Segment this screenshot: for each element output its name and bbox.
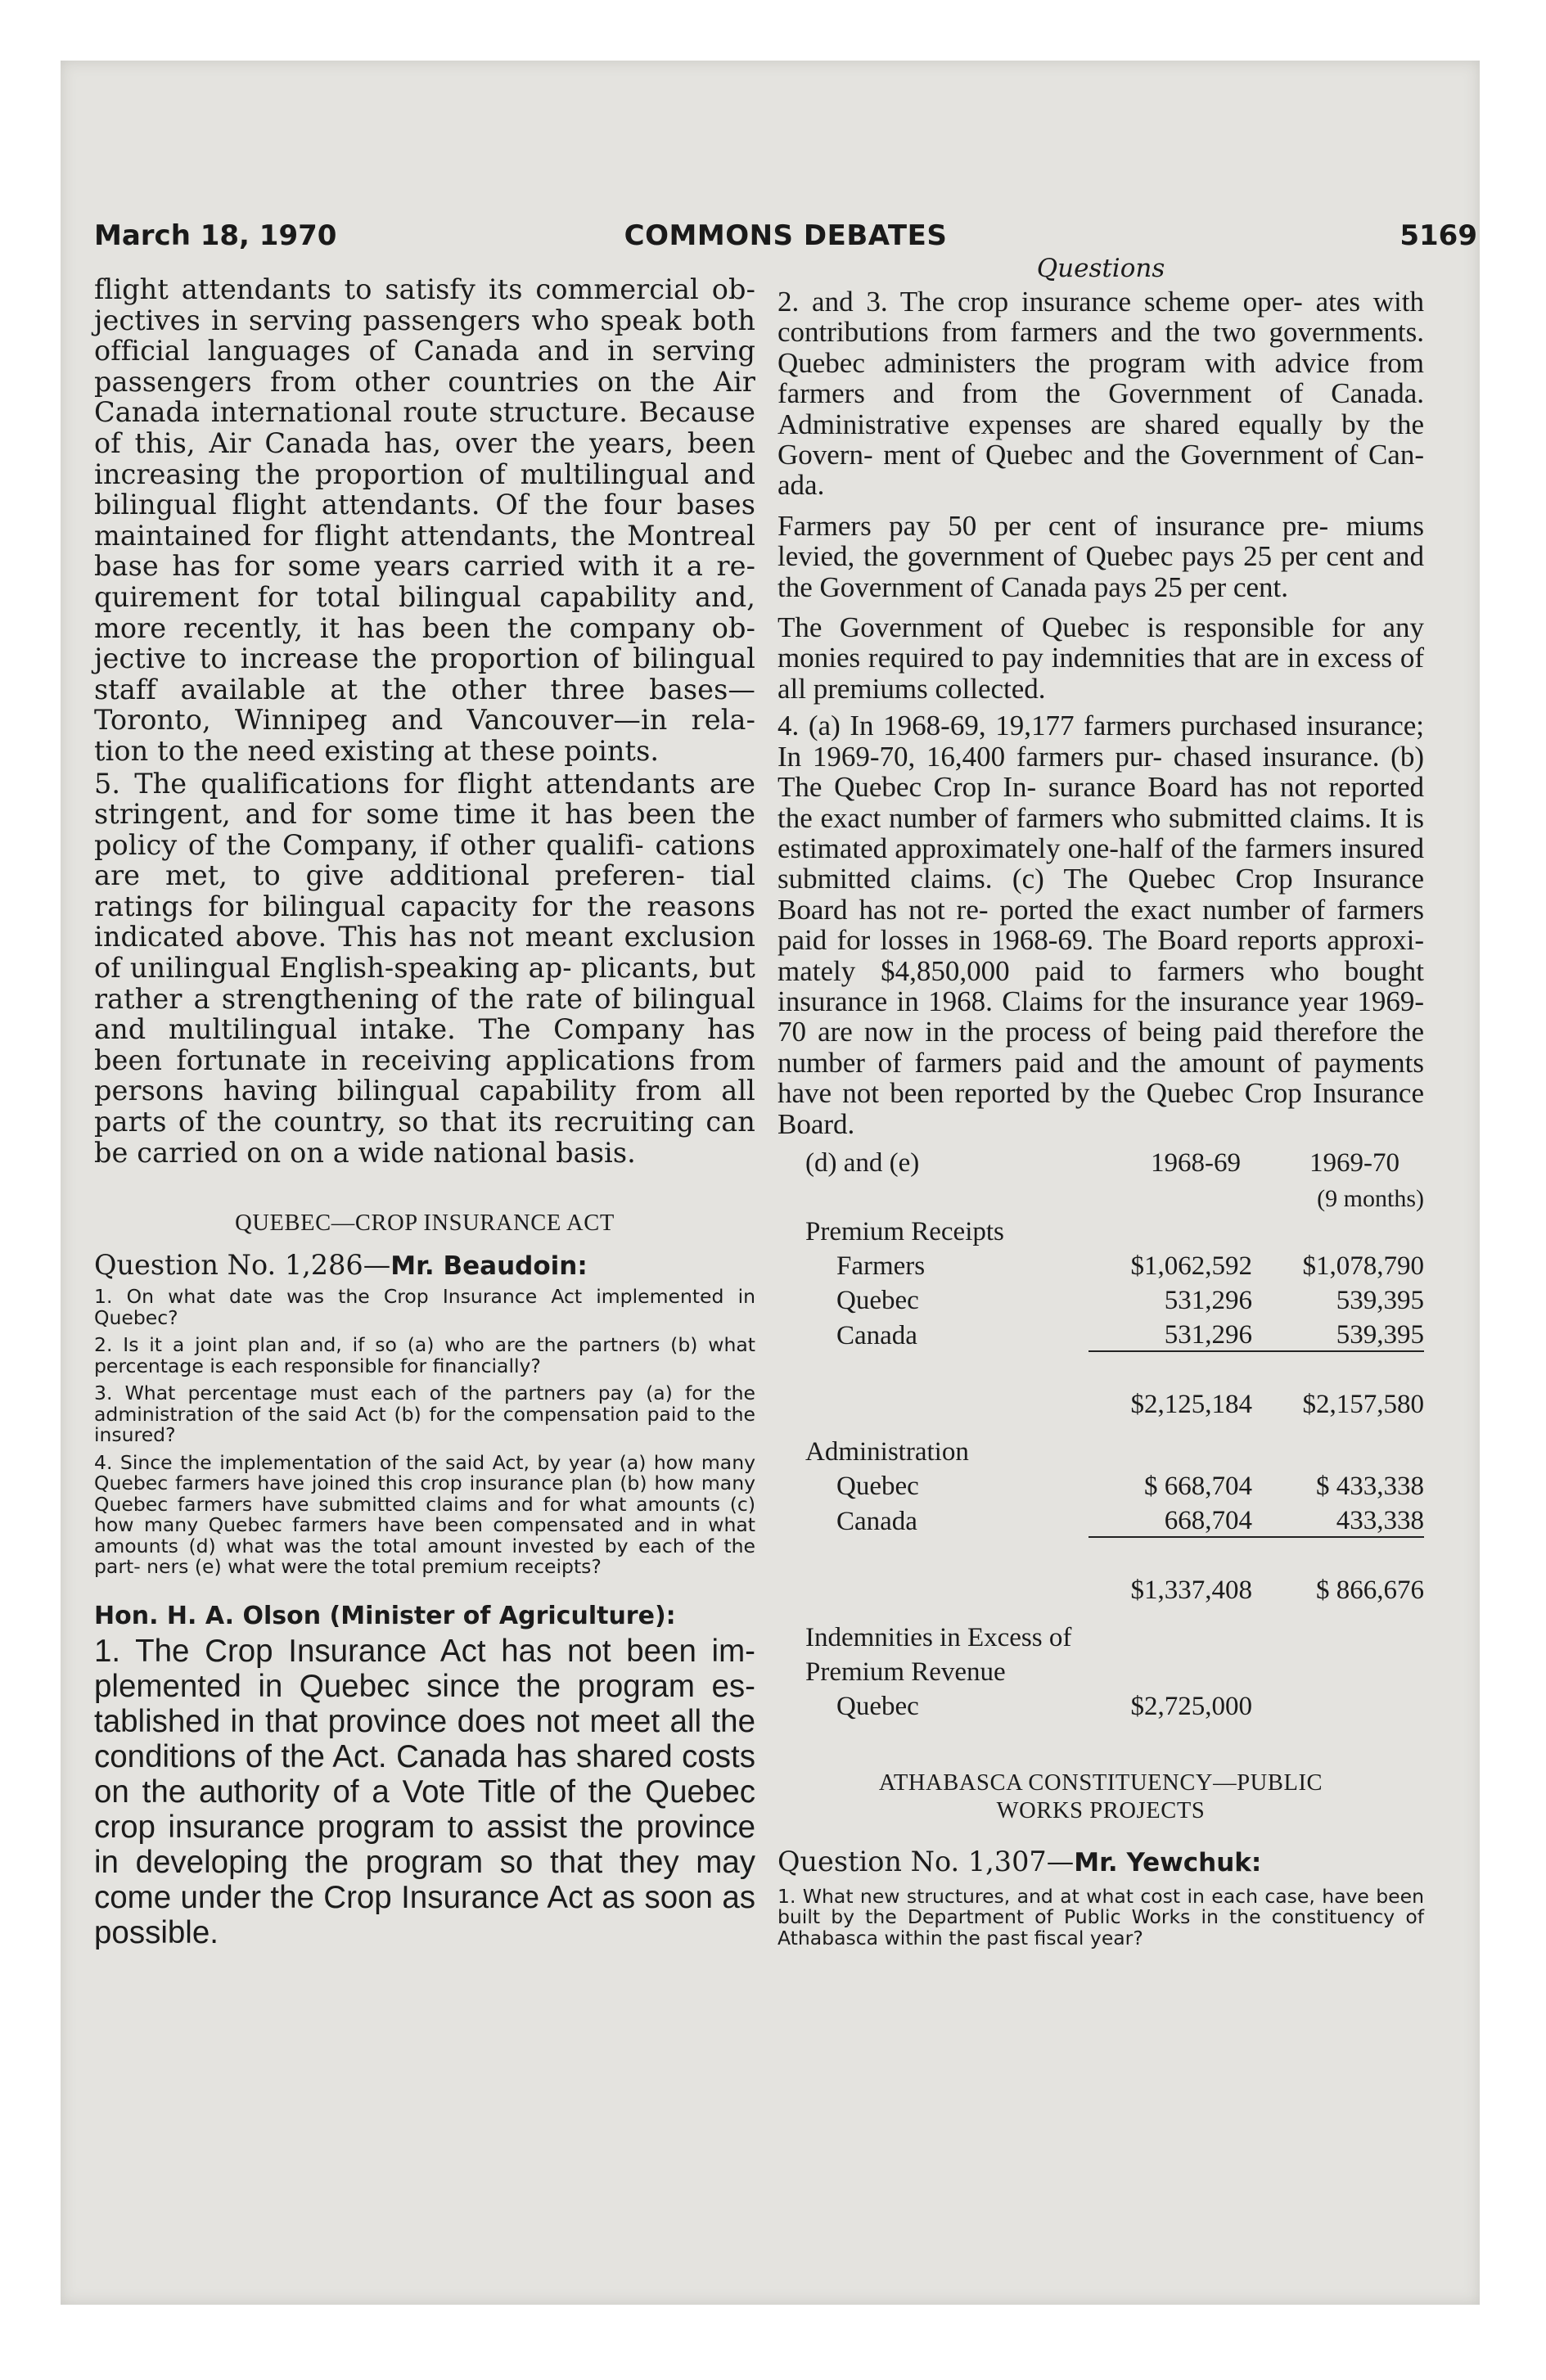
question-member: Mr. Beaudoin: (390, 1251, 588, 1282)
question-item: 2. Is it a joint plan and, if so (a) who are the partners (b) what percentage is each responsible for financially? (94, 1333, 755, 1377)
row-value-1969: 433,338 (1336, 1505, 1424, 1535)
row-label: Quebec (836, 1691, 919, 1721)
question-item: 3. What percentage must each of the partners pay (a) for the administration of the said Act (b) for the compensation paid to the insured? (94, 1382, 755, 1447)
table-head-label: (d) and (e) (805, 1147, 920, 1178)
minister-name: Hon. H. A. Olson (Minister of Agriculture): (94, 1601, 676, 1630)
question-number: Question No. 1,307— (778, 1845, 1075, 1877)
question-item: 1. What new structures, and at what cost in each case, have been built by the Department of Public Works in the constituency of Athabasca within the past fiscal year? (778, 1884, 1424, 1950)
answer-1: 1. The Crop Insurance Act has not been im- plemented in Quebec since the program es- tablished in that province does not meet all the conditions of the Act. Canada has shared costs on the authority of a Vote Title of the Quebec crop insurance program to assist the province in developing the program so that they may come under the Crop Insurance Act as soon as possible. (94, 1633, 755, 1950)
section-heading-athabasca-1: ATHABASCA CONSTITUENCY—PUBLIC (878, 1769, 1323, 1796)
row-value-1968: $1,062,592 (1130, 1251, 1252, 1281)
admin-total-1968: $1,337,408 (1130, 1575, 1252, 1605)
right-paragraph-1: 2. and 3. The crop insurance scheme oper- ates with contributions from farmers and the two governments. Quebec administers the program with advice from farmers and from the Government of Canada. Administrative expenses are shared equally by the Govern- ment of Quebec and the Government of Can- ada. (778, 286, 1424, 502)
running-head-questions: Questions (1036, 254, 1165, 283)
table-row (778, 1467, 1424, 1502)
row-value-1969: $ 433,338 (1316, 1471, 1424, 1501)
question-1286-list (94, 1287, 755, 1578)
premium-total-1968: $2,125,184 (1130, 1389, 1252, 1419)
col-1969-70: 1969-70 (1309, 1147, 1400, 1178)
indemnities-heading-2: Premium Revenue (805, 1657, 1006, 1687)
table-row (778, 1316, 1424, 1351)
header-title: COMMONS DEBATES (624, 219, 948, 252)
admin-heading: Administration (805, 1436, 969, 1467)
table-row (778, 1688, 1424, 1722)
section-heading-quebec-crop: QUEBEC—CROP INSURANCE ACT (235, 1210, 615, 1237)
question-1307-text (778, 1886, 1424, 1950)
row-value-1969: 539,395 (1336, 1285, 1424, 1315)
question-number: Question No. 1,286— (94, 1249, 391, 1282)
admin-total-1969: $ 866,676 (1316, 1575, 1424, 1605)
indemnities-value: $2,725,000 (1130, 1691, 1252, 1721)
left-paragraph-1: flight attendants to satisfy its commercial ob- jectives in serving passengers who speak both official languages of Canada and in serving passengers from other countries on the Air Canada international route structure. Because of this, Air Canada has, over the years, been increasing the proportion of multilingual and bilingual flight attendants. Of the four bases maintained for flight attendants, the Montreal base has for some years carried with it a re- quirement for total bilingual capability and, more recently, it has been the company ob- jective to increase the proportion of bilingual staff available at the other three bases— Toronto, Winnipeg and Vancouver—in rela- tion to the need existing at these points. (94, 273, 755, 767)
premium-total-1969: $2,157,580 (1302, 1389, 1424, 1419)
left-column (94, 274, 755, 1950)
question-1307-line (778, 1846, 1424, 1878)
premium-heading: Premium Receipts (805, 1216, 1004, 1246)
row-label: Canada (836, 1320, 917, 1350)
table-total-row (778, 1571, 1424, 1606)
section-heading-athabasca-2: WORKS PROJECTS (996, 1797, 1206, 1823)
row-label: Quebec (836, 1471, 919, 1501)
row-value-1968: 531,296 (1164, 1319, 1252, 1350)
row-value-1969: $1,078,790 (1302, 1251, 1424, 1281)
table-total-row (778, 1386, 1424, 1420)
row-label: Canada (836, 1506, 917, 1536)
indemnities-heading-1: Indemnities in Excess of (805, 1622, 1072, 1652)
table-row (778, 1282, 1424, 1316)
row-value-1968: 531,296 (1164, 1285, 1252, 1315)
table-row (778, 1247, 1424, 1282)
row-value-1968: 668,704 (1164, 1505, 1252, 1535)
header-date: March 18, 1970 (94, 219, 337, 252)
question-item: 4. Since the implementation of the said Act, by year (a) how many Quebec farmers have joined this crop insurance plan (b) how many Quebec farmers have submitted claims and for what amounts (c) how many Quebec farmers have been compensated and in what amounts (d) what was the total amount invested by each of the part- ners (e) what were the total premium receipts? (94, 1450, 755, 1579)
question-item: 1. On what date was the Crop Insurance Act implemented in Quebec? (94, 1285, 755, 1329)
question-member: Mr. Yewchuk: (1074, 1847, 1262, 1877)
table-row (778, 1502, 1424, 1537)
right-paragraph-2: Farmers pay 50 per cent of insurance pre- miums levied, the government of Quebec pays 25 per cent and the Government of Canada pays 25 per cent. (778, 509, 1424, 603)
col-note: (9 months) (1317, 1184, 1424, 1212)
row-label: Quebec (836, 1285, 919, 1315)
insurance-table (778, 1144, 1424, 1722)
question-1286-line (94, 1250, 755, 1282)
page-number: 5169 (1400, 219, 1477, 252)
row-value-1968: $ 668,704 (1144, 1471, 1252, 1501)
left-paragraph-2: 5. The qualifications for flight attendants are stringent, and for some time it has been the policy of the Company, if other qualifi- cations are met, to give additional preferen- tial ratings for bilingual capacity for the reasons indicated above. This has not meant exclusion of unilingual English-speaking ap- plicants, but rather a strengthening of the rate of bilingual and multilingual intake. The Company has been fortunate in receiving applications from persons having bilingual capability from all parts of the country, so that its recruiting can be carried on on a wide national basis. (94, 767, 755, 1169)
table-header-row (778, 1144, 1424, 1179)
row-value-1969: 539,395 (1336, 1319, 1424, 1350)
row-label: Farmers (836, 1251, 926, 1281)
right-paragraph-3: The Government of Quebec is responsible for any monies required to pay indemnities that are in excess of all premiums collected. (778, 611, 1424, 705)
col-1968-69: 1968-69 (1151, 1147, 1241, 1178)
right-column (778, 254, 1424, 1955)
right-paragraph-4: 4. (a) In 1968-69, 19,177 farmers purchased insurance; In 1969-70, 16,400 farmers pur- chased insurance. (b) The Quebec Crop In- surance Board has not reported the exact number of farmers who submitted claims. It is estimated approximately one-half of the farmers insured submitted claims. (c) The Quebec Crop Insurance Board has not re- ported the exact number of farmers paid for losses in 1968-69. The Board reports approxi- mately $4,850,000 paid to farmers who bought insurance in 1968. Claims for the insurance year 1969-70 are now in the process of being paid therefore the number of farmers paid and the amount of payments have not been reported by the Quebec Crop Insurance Board. (778, 710, 1424, 1140)
